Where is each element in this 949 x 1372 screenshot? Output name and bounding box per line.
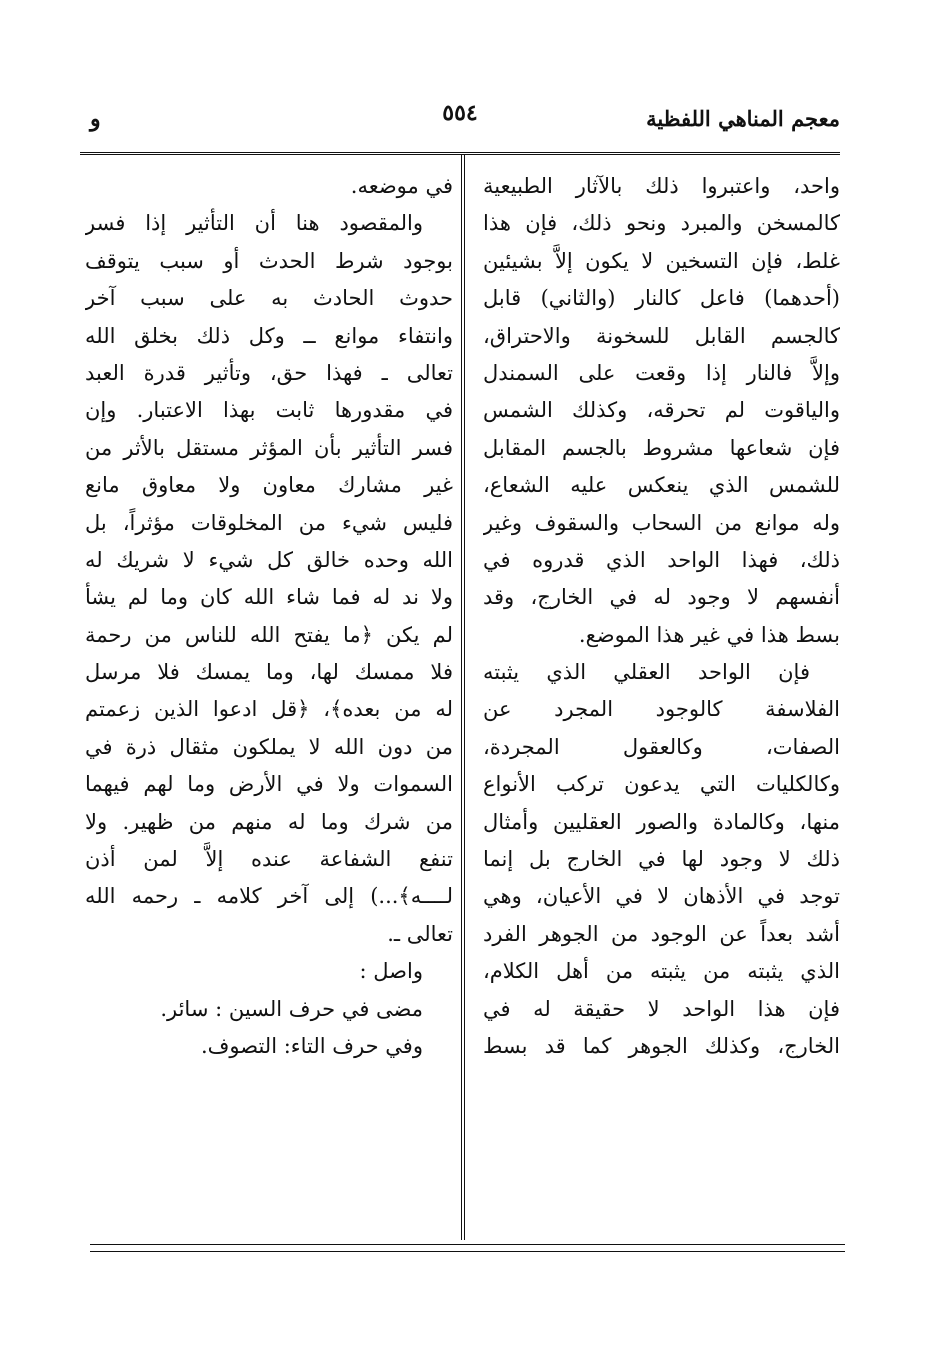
text-line: من شرك وما له منهم من ظهير. ولا xyxy=(85,809,453,834)
text-line: حدوث الحادث به على سبب آخر xyxy=(85,286,453,311)
page-number: ٥٥٤ xyxy=(442,100,478,126)
section-letter: و xyxy=(90,106,101,132)
text-line: الله وحده خالق كل شيء لا شريك له xyxy=(85,547,453,572)
left-column xyxy=(85,168,453,1065)
text-line: لم يكن ﴿ما يفتح الله للناس من رحمة xyxy=(85,622,453,647)
text-line: تعالى ـ فهذا حق، وتأثير قدرة العبد xyxy=(85,360,453,385)
text-line: بوجود شرط الحدث أو سبب يتوقف xyxy=(85,248,453,273)
text-line: فليس شيء من المخلوقات مؤثراً، بل xyxy=(85,510,453,535)
text-line: بسط هذا في غير هذا الموضع. xyxy=(578,622,840,647)
running-head: معجم المناهي اللفظية xyxy=(646,106,840,131)
text-line: أشد بعداً عن الوجود من الجوهر الفرد xyxy=(483,921,840,946)
text-line: توجد في الأذهان لا في الأعيان، وهي xyxy=(483,884,840,909)
text-line: غلط، فإن التسخين لا يكون إلاَّ بشيئين xyxy=(483,248,840,273)
text-line: ذلك لا وجود لها في الخارج بل إنما xyxy=(483,847,840,872)
text-line: أنفسهم لا وجود له في الخارج، وقد xyxy=(483,585,840,610)
footer-rule xyxy=(90,1244,845,1245)
text-line: ولا ند له فما شاء الله كان وما لم يشأ xyxy=(85,585,453,610)
cross-reference: وفي حرف التاء: التصوف. xyxy=(200,1033,423,1058)
text-line: (أحدهما) فاعل كالنار (والثاني) قابل xyxy=(483,286,840,311)
text-line: السموات ولا في الأرض وما لهم فيهما xyxy=(85,772,453,797)
text-line: كالجسم القابل للسخونة والاحتراق، xyxy=(483,323,840,348)
text-line: منها، وكالمادة والصور العقليين وأمثال xyxy=(483,809,840,834)
text-line: وكالكليات التي يدعون تركب الأنواع xyxy=(483,772,840,797)
column-divider xyxy=(461,155,465,1240)
text-line: الصفات، وكالعقول المجردة، xyxy=(483,734,840,759)
text-line: فإن شعاعها مشروط بالجسم المقابل xyxy=(483,435,840,460)
text-line: كالمسخن والمبرد ونحو ذلك، فإن هذا xyxy=(483,211,840,236)
text-line: الذي يثبته من يثبته من أهل الكلام، xyxy=(483,959,840,984)
header-rule xyxy=(80,152,840,155)
text-line: في موضعه. xyxy=(350,174,453,198)
text-line: فإن هذا الواحد لا حقيقة له في xyxy=(483,996,840,1021)
text-line: فإن الواحد العقلي الذي يثبته xyxy=(483,660,810,685)
text-line: فلا ممسك لها، وما يمسك فلا مرسل xyxy=(85,660,453,685)
text-line: وله موانع من السحاب والسقوف وغير xyxy=(483,510,840,535)
text-line: والياقوت لم تحرقه، وكذلك الشمس xyxy=(483,398,840,423)
section-heading: واصل : xyxy=(359,959,423,984)
text-line: واحد، واعتبروا ذلك بالآثار الطبيعية xyxy=(483,174,840,198)
cross-reference: مضى في حرف السين : سائر. xyxy=(160,996,423,1021)
page-header xyxy=(80,92,840,152)
text-line: من دون الله لا يملكون مثقال ذرة في xyxy=(85,734,453,759)
right-column xyxy=(483,168,840,1065)
text-line: والمقصود هنا أن التأثير إذا فسر xyxy=(85,211,423,236)
text-line: لــــه﴾...) إلى آخر كلامه ـ رحمه الله xyxy=(85,884,453,909)
text-line: وإلاَّ فالنار إذا وقعت على السمندل xyxy=(483,360,840,385)
text-line: له من بعده﴾، ﴿قل ادعوا الذين زعمتم xyxy=(85,697,453,722)
text-line: في مقدورها ثابت بهذا الاعتبار. وإن xyxy=(85,398,453,423)
text-line: فسر التأثير بأن المؤثر مستقل بالأثر من xyxy=(85,435,453,460)
text-line: وانتفاء موانع ــ وكل ذلك بخلق الله xyxy=(85,323,453,348)
footer-rule xyxy=(90,1251,845,1252)
text-line: ذلك، فهذا الواحد الذي قدروه في xyxy=(483,547,840,572)
text-line: الخارج، وكذلك الجوهر كما قد بسط xyxy=(483,1033,840,1058)
text-line: تعالى ـ. xyxy=(387,921,453,946)
text-line: تنفع الشفاعة عنده إلاَّ لمن أذن xyxy=(85,847,453,872)
text-line: للشمس الذي ينعكس عليه الشعاع، xyxy=(483,473,840,498)
text-line: الفلاسفة كالوجود المجرد عن xyxy=(483,697,840,722)
text-line: غير مشارك معاون ولا معاوق مانع xyxy=(85,473,453,498)
